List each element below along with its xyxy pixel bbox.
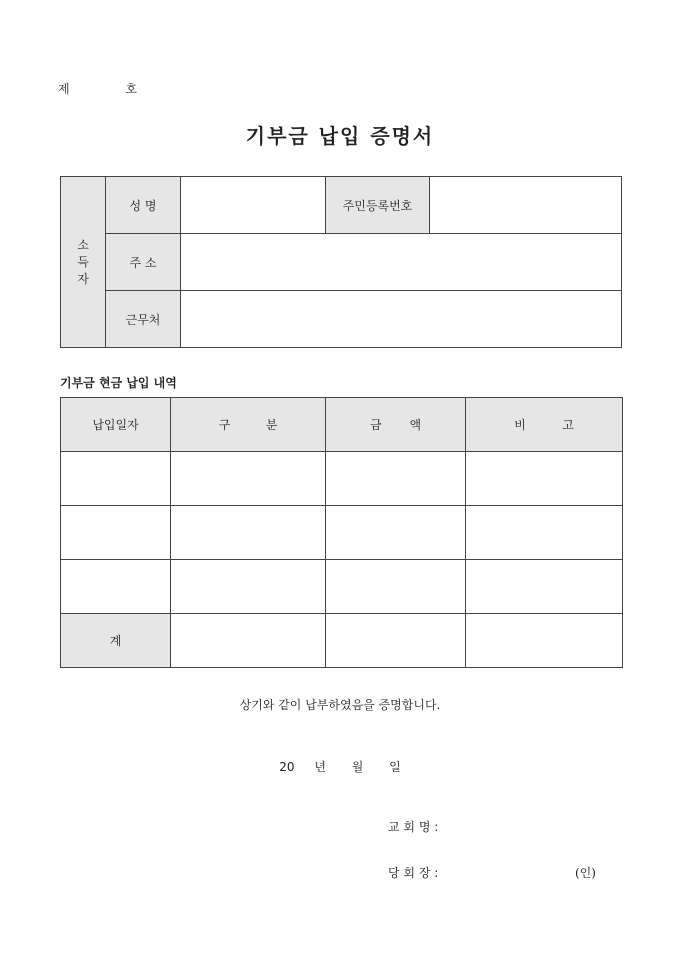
seal-mark: (인) (575, 866, 596, 880)
name-field[interactable] (181, 177, 326, 234)
rrn-label: 주민등록번호 (326, 177, 430, 234)
remarks-cell[interactable] (466, 452, 623, 506)
amount-cell[interactable] (326, 452, 466, 506)
pastor-label: 당 회 장 : (388, 866, 439, 880)
category-cell[interactable] (171, 452, 326, 506)
document-title: 기부금 납입 증명서 (245, 124, 435, 148)
address-label: 주 소 (106, 234, 181, 291)
doc-number-prefix: 제 (58, 82, 70, 96)
table-row (61, 560, 623, 614)
total-label: 계 (61, 614, 171, 668)
document-number (58, 80, 137, 97)
date-cell[interactable] (61, 452, 171, 506)
income-earner-table (60, 176, 622, 348)
date-line (0, 758, 680, 775)
total-category-cell[interactable] (171, 614, 326, 668)
date-month-label: 월 (351, 760, 364, 774)
total-amount-cell[interactable] (326, 614, 466, 668)
certification-text: 상기와 같이 납부하였음을 증명합니다. (239, 698, 441, 712)
workplace-label: 근무처 (106, 291, 181, 348)
name-label: 성 명 (106, 177, 181, 234)
address-field[interactable] (181, 234, 622, 291)
total-remarks-cell[interactable] (466, 614, 623, 668)
remarks-cell[interactable] (466, 560, 623, 614)
amount-cell[interactable] (326, 560, 466, 614)
church-name-label: 교 회 명 : (388, 820, 439, 834)
remarks-cell[interactable] (466, 506, 623, 560)
column-header-remarks: 비 고 (466, 398, 623, 452)
doc-number-suffix: 호 (125, 82, 138, 96)
table-row (61, 452, 623, 506)
category-cell[interactable] (171, 560, 326, 614)
workplace-field[interactable] (181, 291, 622, 348)
donation-header-row (61, 398, 623, 452)
date-day-label: 일 (389, 760, 401, 774)
column-header-amount: 금 액 (326, 398, 466, 452)
rrn-field[interactable] (430, 177, 622, 234)
date-cell[interactable] (61, 560, 171, 614)
date-cell[interactable] (61, 506, 171, 560)
table-row (61, 506, 623, 560)
column-header-category: 구 분 (171, 398, 326, 452)
donation-table (60, 397, 623, 668)
amount-cell[interactable] (326, 506, 466, 560)
donation-section-heading: 기부금 현금 납입 내역 (60, 376, 177, 390)
total-row (61, 614, 623, 668)
date-year-label: 년 (314, 760, 326, 774)
category-cell[interactable] (171, 506, 326, 560)
date-year-prefix: 20 (279, 760, 295, 774)
income-earner-group-label: 소 득 자 (61, 177, 106, 348)
column-header-date: 납입일자 (61, 398, 171, 452)
